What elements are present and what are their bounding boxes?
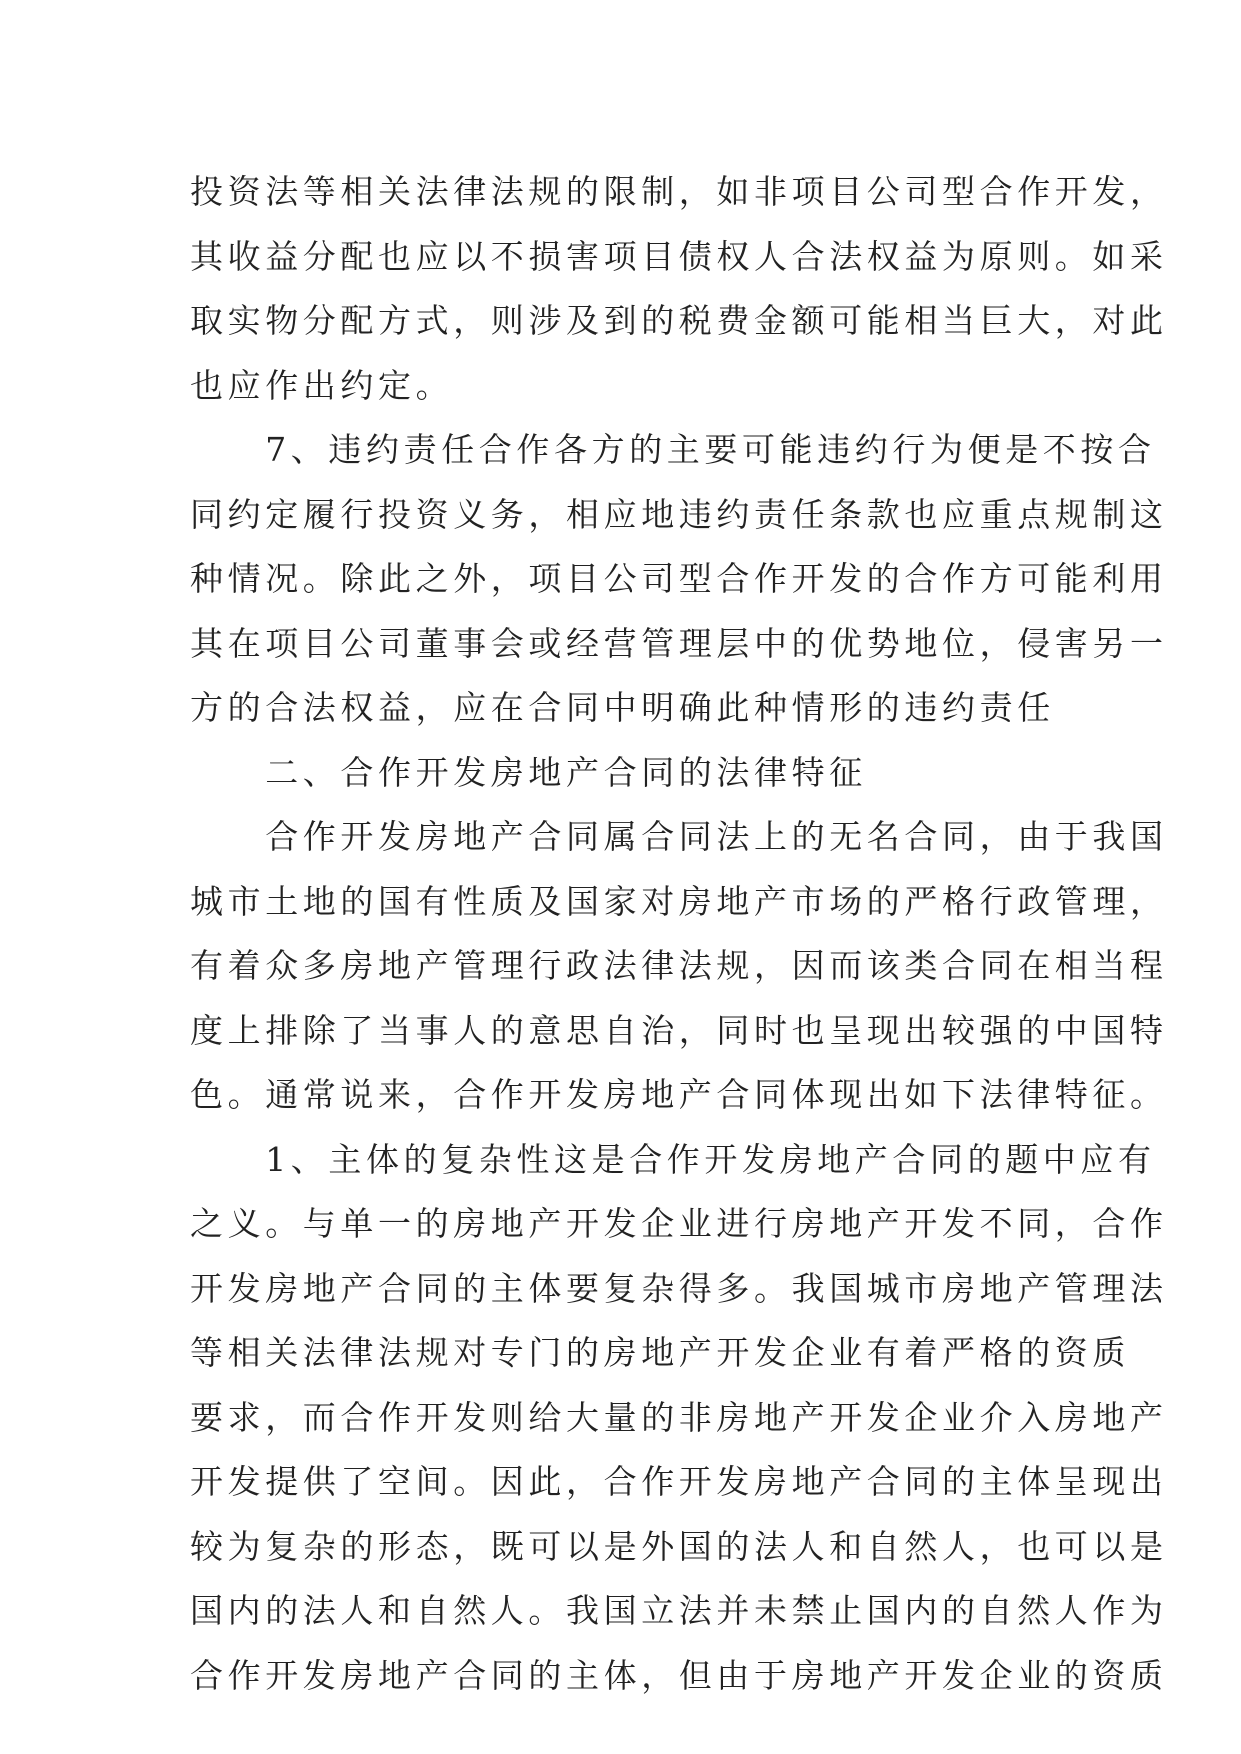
text-line: 城市土地的国有性质及国家对房地产市场的严格行政管理， <box>190 881 1168 921</box>
text-line: 方的合法权益，应在合同中明确此种情形的违约责任 <box>190 688 1055 727</box>
text-line: 种情况。除此之外，项目公司型合作开发的合作方可能利用 <box>190 559 1168 598</box>
section-heading: 二、合作开发房地产合同的法律特征 <box>190 752 867 792</box>
text-line: 国内的法人和自然人。我国立法并未禁止国内的自然人作为 <box>190 1591 1168 1630</box>
text-line: 其收益分配也应以不损害项目债权人合法权益为原则。如采 <box>190 236 1168 276</box>
text-line: 要求，而合作开发则给大量的非房地产开发企业介入房地产 <box>190 1397 1168 1437</box>
text-line: 其在项目公司董事会或经营管理层中的优势地位，侵害另一 <box>190 623 1168 663</box>
text-line: 开发提供了空间。因此，合作开发房地产合同的主体呈现出 <box>190 1462 1168 1501</box>
text-line: 合作开发房地产合同属合同法上的无名合同，由于我国 <box>190 817 1168 856</box>
text-line: 也应作出约定。 <box>190 365 454 405</box>
text-line: 同约定履行投资义务，相应地违约责任条款也应重点规制这 <box>190 494 1168 534</box>
text-line: 度上排除了当事人的意思自治，同时也呈现出较强的中国特 <box>190 1010 1168 1050</box>
body-text <box>190 160 1168 1708</box>
text-line: 开发房地产合同的主体要复杂得多。我国城市房地产管理法 <box>190 1268 1168 1308</box>
text-line: 合作开发房地产合同的主体，但由于房地产开发企业的资质 <box>190 1655 1168 1695</box>
text-line: 7、违约责任合作各方的主要可能违约行为便是不按合 <box>190 430 1156 469</box>
text-line: 有着众多房地产管理行政法律法规，因而该类合同在相当程 <box>190 946 1168 985</box>
text-line: 投资法等相关法律法规的限制，如非项目公司型合作开发， <box>190 172 1168 211</box>
text-line: 之义。与单一的房地产开发企业进行房地产开发不同，合作 <box>190 1204 1168 1243</box>
text-line: 1、主体的复杂性这是合作开发房地产合同的题中应有 <box>190 1139 1156 1179</box>
text-line: 较为复杂的形态，既可以是外国的法人和自然人，也可以是 <box>190 1526 1168 1566</box>
text-line: 等相关法律法规对专门的房地产开发企业有着严格的资质 <box>190 1333 1130 1372</box>
text-line: 色。通常说来，合作开发房地产合同体现出如下法律特征。 <box>190 1075 1168 1114</box>
text-line: 取实物分配方式，则涉及到的税费金额可能相当巨大，对此 <box>190 301 1168 340</box>
